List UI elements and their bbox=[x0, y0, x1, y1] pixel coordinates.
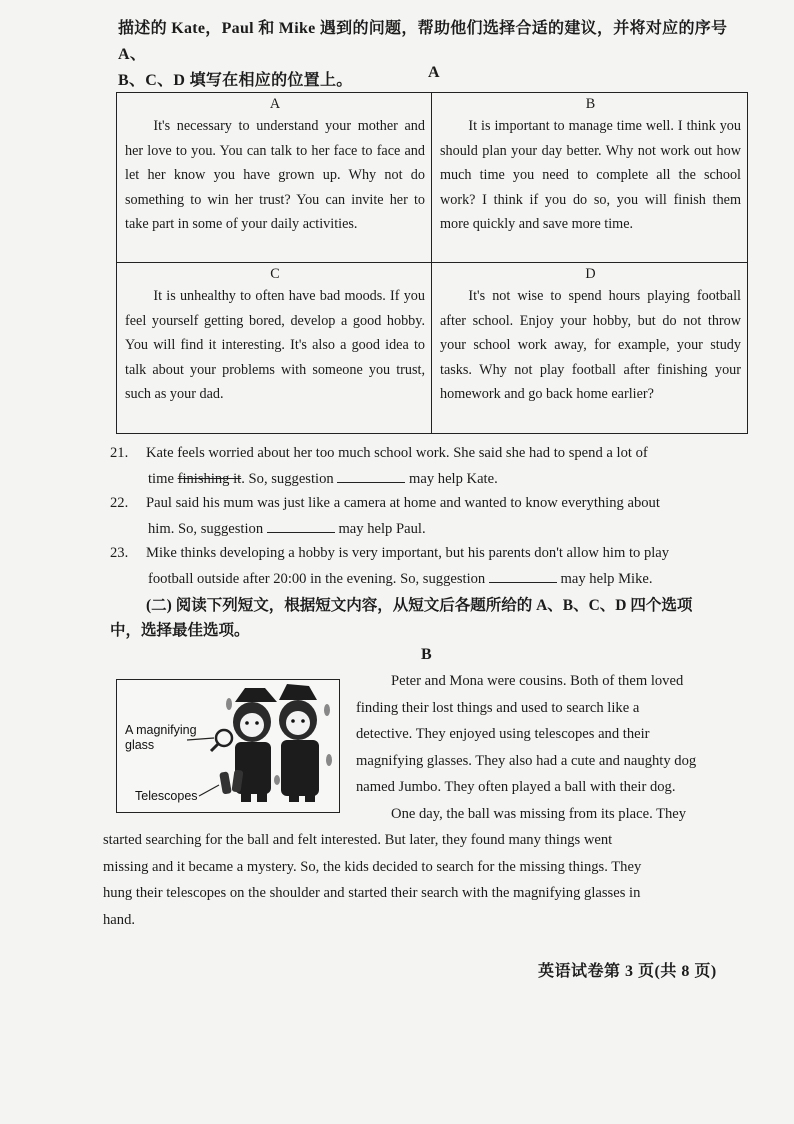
suggestion-a-text: It's necessary to understand your mother and her love to you. You can talk to her face to face and let her know you have grown up. Why not do something to win her trust? You can invite her to take part in some of your daily activities. bbox=[125, 118, 425, 233]
suggestion-d-letter: D bbox=[585, 266, 596, 282]
suggestion-c-letter: C bbox=[270, 266, 280, 282]
suggestion-c-text: It is unhealthy to often have bad moods. If you feel yourself getting bored, develop a good hobby. You will find it interesting. It's also a good idea to talk about your problems with someone you trust, such as your dad. bbox=[125, 288, 425, 403]
suggestion-b-letter: B bbox=[585, 96, 596, 112]
suggestion-a-letter: A bbox=[269, 96, 281, 112]
part-two-instructions: (二) 阅读下列短文，根据短文内容，从短文后各题所给的 A、B、C、D 四个选项 中，选择最佳选项。 bbox=[110, 597, 693, 639]
answer-blank-23[interactable] bbox=[489, 568, 557, 583]
faces-detail bbox=[240, 711, 310, 737]
question-23: 23. Mike thinks developing a hobby is very important, but his parents don't allow him to play football outside after 20:00 in the evening. So, suggestion may help Mike. bbox=[110, 545, 670, 587]
answer-blank-22[interactable] bbox=[267, 518, 335, 533]
question-22: 22. Paul said his mum was just like a camera at home and wanted to know everything about him. So, suggestion may help Paul. bbox=[110, 495, 660, 537]
section-b-title: B bbox=[421, 646, 432, 663]
magnifying-glass-icon bbox=[211, 730, 232, 751]
passage-b-top: Peter and Mona were cousins. Both of them loved finding their lost things and used to search like a detective. They enjoyed using telescopes and their magnifying glasses. They also had a cute and naughty dog named Jumbo. They often played a ball with their dog. One day, the ball was missing from its place. They bbox=[356, 673, 697, 822]
suggestion-b-text: It is important to manage time well. I think you should plan your day better. Why not work out how much time you need to complete all the school work? I think if you do so, you will finish them more quickly and save more time. bbox=[440, 118, 741, 233]
page-footer: 英语试卷第 3 页(共 8 页) bbox=[538, 963, 717, 980]
magnifier-label: A magnifying glass bbox=[125, 723, 197, 752]
suggestion-b bbox=[432, 93, 747, 263]
question-21: 21. Kate feels worried about her too much school work. She said she had to spend a lot of time finishing it. So, suggestion may help Kate. bbox=[110, 445, 648, 487]
suggestion-a bbox=[117, 93, 432, 263]
suggestion-d-text: It's not wise to spend hours playing football after school. Enjoy your hobby, but do not throw your school work away, for example, your study tasks. Why not play football after finishing your homework and go back home earlier? bbox=[440, 288, 741, 403]
suggestion-c bbox=[117, 263, 432, 433]
instruction-text: 描述的 Kate，Paul 和 Mike 遇到的问题，帮助他们选择合适的建议，并将对应的序号 A、 B、C、D 填写在相应的位置上。 bbox=[118, 20, 728, 89]
telescopes-icon bbox=[219, 770, 243, 795]
telescope-pointer-line bbox=[199, 785, 219, 796]
answer-blank-21[interactable] bbox=[337, 468, 405, 483]
detective-illustration bbox=[116, 679, 340, 813]
section-a-title: A bbox=[428, 64, 440, 81]
suggestion-d bbox=[432, 263, 747, 433]
suggestion-table bbox=[116, 92, 748, 434]
telescopes-label: Telescopes bbox=[135, 789, 198, 803]
passage-b-bottom: started searching for the ball and felt interested. But later, they found many things went missing and it became a mystery. So, the kids decided to search for the missing things. They hung their telescopes on the shoulder and started their search with the magnifying glasses in hand. bbox=[103, 832, 642, 928]
